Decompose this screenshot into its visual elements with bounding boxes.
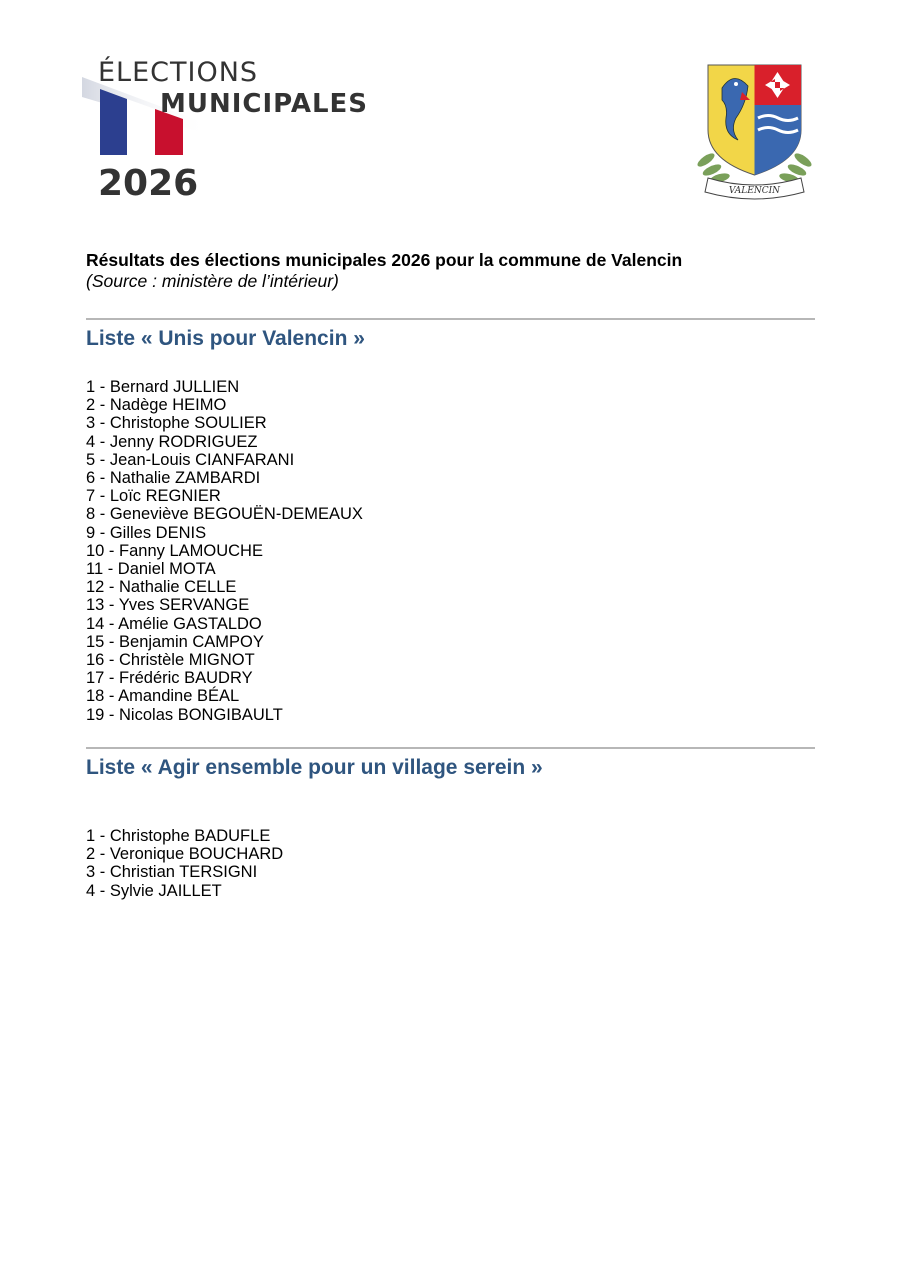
candidate-item: 3 - Christophe SOULIER — [86, 414, 267, 433]
candidate-item: 3 - Christian TERSIGNI — [86, 863, 258, 882]
candidate-item: 9 - Gilles DENIS — [86, 523, 207, 542]
candidate-item: 19 - Nicolas BONGIBAULT — [86, 705, 283, 724]
document-source: (Source : ministère de l’intérieur) — [86, 271, 339, 291]
candidate-item: 5 - Jean-Louis CIANFARANI — [86, 450, 295, 469]
logo-line-year: 2026 — [98, 163, 199, 204]
candidate-item: 13 - Yves SERVANGE — [86, 596, 250, 615]
list-section-unis-pour-valencin — [86, 318, 815, 724]
candidate-item: 15 - Benjamin CAMPOY — [86, 632, 264, 651]
candidate-item: 8 - Geneviève BEGOUËN-DEMEAUX — [86, 505, 363, 524]
candidate-item: 14 - Amélie GASTALDO — [86, 614, 262, 633]
candidate-item: 6 - Nathalie ZAMBARDI — [86, 469, 261, 488]
elections-logo — [80, 55, 370, 205]
candidate-item: 18 - Amandine BÉAL — [86, 687, 240, 706]
candidate-item: 4 - Sylvie JAILLET — [86, 881, 222, 900]
candidate-item: 17 - Frédéric BAUDRY — [86, 669, 253, 688]
candidate-list — [86, 827, 815, 900]
candidate-item: 11 - Daniel MOTA — [86, 560, 216, 579]
list-title: Liste « Agir ensemble pour un village serein » — [86, 756, 543, 779]
valencin-coat-of-arms — [692, 60, 817, 202]
logo-line-elections: ÉLECTIONS — [98, 57, 259, 88]
candidate-item: 2 - Veronique BOUCHARD — [86, 845, 284, 864]
crest-banner-text: VALENCIN — [728, 186, 781, 196]
coat-of-arms-icon — [692, 60, 817, 202]
candidate-item: 12 - Nathalie CELLE — [86, 578, 237, 597]
section-divider — [86, 747, 815, 749]
candidate-item: 1 - Bernard JULLIEN — [86, 378, 240, 396]
candidate-item: 16 - Christèle MIGNOT — [86, 651, 255, 670]
candidate-item: 4 - Jenny RODRIGUEZ — [86, 432, 258, 451]
candidate-item: 1 - Christophe BADUFLE — [86, 827, 271, 845]
candidate-item: 7 - Loïc REGNIER — [86, 487, 221, 506]
candidate-item: 10 - Fanny LAMOUCHE — [86, 541, 263, 560]
document-title: Résultats des élections municipales 2026 pour la commune de Valencin — [86, 250, 683, 270]
document-header — [86, 250, 816, 292]
candidate-item: 2 - Nadège HEIMO — [86, 396, 227, 415]
list-title: Liste « Unis pour Valencin » — [86, 327, 365, 350]
section-divider — [86, 318, 815, 320]
logo-line-municipales: MUNICIPALES — [160, 89, 369, 119]
list-section-agir-ensemble — [86, 747, 815, 900]
candidate-list — [86, 378, 815, 724]
